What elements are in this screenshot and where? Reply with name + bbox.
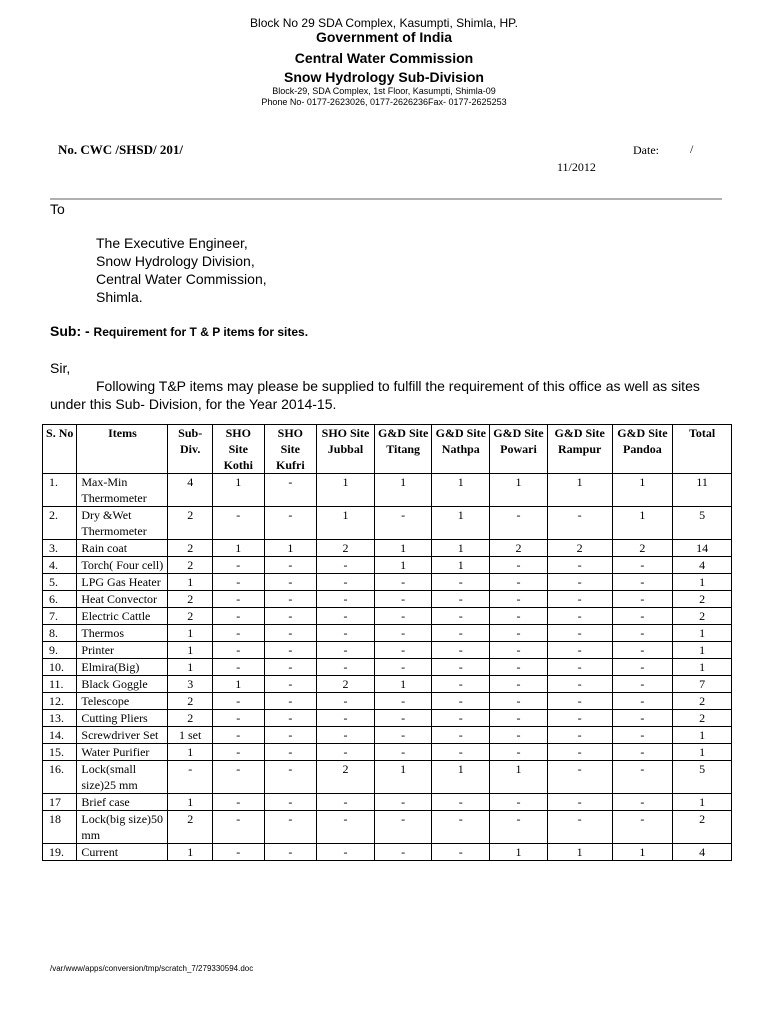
table-row [43,811,732,844]
cell-sno: 5. [43,574,77,591]
header-gd-rampur: G&D Site Rampur [547,425,612,474]
table-cell: 1 [317,474,375,507]
table-cell: 1 [168,642,213,659]
cell-item: Black Goggle [77,676,168,693]
table-cell: 1 [168,744,213,761]
cell-item: Brief case [77,794,168,811]
table-cell: 1 [168,574,213,591]
table-cell: 1 [432,540,490,557]
table-cell: - [612,811,673,844]
cell-item: Water Purifier [77,744,168,761]
cell-item: Elmira(Big) [77,659,168,676]
table-cell: 3 [168,676,213,693]
table-cell: - [547,557,612,574]
table-cell: - [490,744,548,761]
table-cell: - [317,844,375,861]
table-cell: - [490,608,548,625]
table-cell: - [612,744,673,761]
table-cell: - [547,727,612,744]
table-row [43,608,732,625]
table-cell: - [432,727,490,744]
table-cell: - [547,507,612,540]
table-cell: - [264,727,317,744]
table-cell: 1 [490,761,548,794]
table-cell: 1 [673,574,732,591]
table-cell: 1 [612,507,673,540]
table-cell: 2 [168,507,213,540]
header-gd-nathpa: G&D Site Nathpa [432,425,490,474]
table-cell: - [547,608,612,625]
table-cell: 1 [490,844,548,861]
table-cell: 4 [673,557,732,574]
letterhead-org-subdivision: Snow Hydrology Sub-Division [284,69,484,85]
table-cell: 1 [673,744,732,761]
table-cell: - [432,659,490,676]
header-total: Total [673,425,732,474]
table-cell: 2 [168,811,213,844]
table-cell: - [547,693,612,710]
cell-item: Cutting Pliers [77,710,168,727]
table-row [43,625,732,642]
table-cell: 7 [673,676,732,693]
table-cell: - [612,727,673,744]
cell-item: Thermos [77,625,168,642]
table-cell: - [432,693,490,710]
table-cell: - [264,794,317,811]
table-cell: - [374,591,432,608]
table-cell: - [432,591,490,608]
table-cell: - [612,625,673,642]
cell-item: Max-Min Thermometer [77,474,168,507]
table-cell: 4 [168,474,213,507]
table-cell: - [264,608,317,625]
table-cell: 1 [432,507,490,540]
table-cell: 1 [432,474,490,507]
table-cell: - [212,642,264,659]
table-cell: 2 [673,811,732,844]
table-cell: 2 [673,608,732,625]
salutation: Sir, [50,360,71,376]
table-cell: - [264,507,317,540]
table-cell: - [264,761,317,794]
table-cell: 2 [168,540,213,557]
table-cell: - [317,659,375,676]
table-cell: 1 [547,474,612,507]
cell-sno: 19. [43,844,77,861]
table-cell: - [432,811,490,844]
cell-sno: 1. [43,474,77,507]
table-cell: - [490,507,548,540]
table-cell: 11 [673,474,732,507]
table-cell: 2 [612,540,673,557]
table-cell: - [317,608,375,625]
table-cell: - [432,642,490,659]
to-label: To [50,201,65,217]
table-cell: - [212,625,264,642]
cell-sno: 4. [43,557,77,574]
table-cell: - [612,761,673,794]
table-cell: - [264,811,317,844]
table-cell: 2 [673,591,732,608]
table-cell: - [432,710,490,727]
table-cell: - [612,557,673,574]
table-cell: - [374,844,432,861]
letterhead-address: Block No 29 SDA Complex, Kasumpti, Shimla, HP. [250,16,518,30]
table-cell: 1 [374,676,432,693]
table-cell: - [264,625,317,642]
table-cell: 4 [673,844,732,861]
table-cell: - [212,744,264,761]
table-row [43,540,732,557]
recipient-line-2: Snow Hydrology Division, [96,253,255,269]
table-cell: - [432,794,490,811]
table-cell: 2 [168,693,213,710]
table-cell: - [212,659,264,676]
letterhead-org-government: Government of India [315,29,453,45]
table-cell: - [490,625,548,642]
table-cell: - [490,591,548,608]
table-cell: - [432,744,490,761]
table-row [43,591,732,608]
table-body [43,474,732,861]
table-cell: 1 [212,676,264,693]
table-cell: - [612,676,673,693]
table-cell: - [490,794,548,811]
table-cell: - [547,811,612,844]
table-cell: 1 [374,540,432,557]
table-cell: - [374,642,432,659]
table-cell: - [547,676,612,693]
table-cell: - [432,625,490,642]
date-month: 11/2012 [557,160,596,174]
table-header-row [43,425,732,474]
table-cell: - [547,710,612,727]
table-cell: - [264,659,317,676]
table-cell: - [374,507,432,540]
table-cell: - [490,676,548,693]
date-slash: / [690,142,694,156]
table-row [43,844,732,861]
table-cell: 1 [673,625,732,642]
recipient-line-1: The Executive Engineer, [96,235,248,251]
table-cell: - [612,574,673,591]
table-cell: - [547,591,612,608]
table-cell: 1 set [168,727,213,744]
table-cell: - [264,591,317,608]
body-paragraph [50,377,725,413]
table-row [43,507,732,540]
table-cell: 1 [212,540,264,557]
table-cell: - [264,676,317,693]
letterhead-address-detail: Block-29, SDA Complex, 1st Floor, Kasumpti, Shimla-09 [272,86,496,96]
table-cell: - [374,710,432,727]
table-row [43,659,732,676]
table-cell: - [490,659,548,676]
table-row [43,794,732,811]
table-row [43,710,732,727]
table-cell: - [374,625,432,642]
table-cell: - [212,761,264,794]
table-cell: - [317,574,375,591]
table-cell: - [212,794,264,811]
cell-sno: 9. [43,642,77,659]
table-cell: 1 [612,844,673,861]
table-cell: - [374,574,432,591]
cell-sno: 8. [43,625,77,642]
cell-item: Lock(big size)50 mm [77,811,168,844]
table-cell: - [317,811,375,844]
header-sho-jubbal: SHO Site Jubbal [317,425,375,474]
table-cell: 2 [317,761,375,794]
table-cell: - [432,844,490,861]
letterhead-phone: Phone No- 0177-2623026, 0177-2626236Fax- 0177-2625253 [261,97,507,107]
table-cell: - [490,574,548,591]
table-cell: 1 [612,474,673,507]
table-cell: 2 [168,557,213,574]
table-cell: - [612,591,673,608]
table-cell: - [612,693,673,710]
table-cell: - [212,591,264,608]
cell-sno: 11. [43,676,77,693]
table-cell: 1 [432,557,490,574]
table-cell: - [264,710,317,727]
table-cell: 14 [673,540,732,557]
table-cell: - [264,642,317,659]
header-gd-pandoa: G&D Site Pandoa [612,425,673,474]
body-paragraph-text: Following T&P items may please be supplied to fulfill the requirement of this office as well as sites under this Sub- Division, for the Year 2014-15. [50,378,700,412]
table-cell: - [490,693,548,710]
cell-item: Torch( Four cell) [77,557,168,574]
table-row [43,693,732,710]
table-cell: - [374,794,432,811]
cell-sno: 17 [43,794,77,811]
table-cell: - [317,625,375,642]
header-gd-titang: G&D Site Titang [374,425,432,474]
header-subdiv: Sub-Div. [168,425,213,474]
table-cell: 2 [168,591,213,608]
table-cell: 2 [673,710,732,727]
table-cell: 5 [673,507,732,540]
table-cell: - [547,642,612,659]
table-cell: - [547,574,612,591]
table-row [43,642,732,659]
table-cell: - [317,794,375,811]
table-cell: - [317,642,375,659]
cell-item: Electric Cattle [77,608,168,625]
file-path-footer: /var/www/apps/conversion/tmp/scratch_7/279330594.doc [50,964,254,973]
table-cell: 1 [317,507,375,540]
table-row [43,744,732,761]
cell-item: Telescope [77,693,168,710]
table-cell: - [212,811,264,844]
table-cell: 2 [168,608,213,625]
subject-label: Sub: - [50,323,90,339]
table-cell: - [490,557,548,574]
table-cell: 1 [168,659,213,676]
table-row [43,474,732,507]
table-row [43,574,732,591]
cell-item: Heat Convector [77,591,168,608]
table-cell: - [264,557,317,574]
table-cell: - [490,727,548,744]
table-cell: - [612,608,673,625]
date-label: Date: [633,143,659,157]
table-cell: - [264,844,317,861]
table-cell: 1 [673,727,732,744]
header-divider [50,198,722,200]
table-cell: 1 [374,474,432,507]
table-cell: - [374,693,432,710]
table-cell: 1 [432,761,490,794]
table-cell: - [547,744,612,761]
table-row [43,727,732,744]
cell-item: Printer [77,642,168,659]
table-cell: 1 [673,794,732,811]
cell-sno: 7. [43,608,77,625]
table-cell: 2 [317,676,375,693]
table-cell: 2 [673,693,732,710]
header-items: Items [77,425,168,474]
cell-sno: 18 [43,811,77,844]
cell-item: Lock(small size)25 mm [77,761,168,794]
cell-sno: 2. [43,507,77,540]
table-cell: - [547,659,612,676]
table-cell: - [212,727,264,744]
reference-number: No. CWC /SHSD/ 201/ [58,142,183,157]
table-cell: - [317,591,375,608]
table-cell: - [212,574,264,591]
cell-sno: 15. [43,744,77,761]
recipient-line-4: Shimla. [96,289,143,305]
table-cell: - [168,761,213,794]
table-cell: - [317,693,375,710]
subject-text: Requirement for T & P items for sites. [93,325,309,339]
header-sho-kothi: SHO Site Kothi [212,425,264,474]
table-cell: 2 [547,540,612,557]
header-sho-kufri: SHO Site Kufri [264,425,317,474]
table-cell: - [374,744,432,761]
table-cell: - [374,659,432,676]
table-cell: - [374,608,432,625]
table-row [43,676,732,693]
table-cell: - [547,761,612,794]
cell-item: Current [77,844,168,861]
table-cell: - [612,794,673,811]
table-cell: 1 [168,794,213,811]
table-cell: 2 [490,540,548,557]
table-cell: 1 [490,474,548,507]
table-cell: - [547,625,612,642]
table-cell: - [374,811,432,844]
cell-sno: 6. [43,591,77,608]
table-cell: 1 [264,540,317,557]
cell-item: Rain coat [77,540,168,557]
cell-item: Dry &Wet Thermometer [77,507,168,540]
header-gd-powari: G&D Site Powari [490,425,548,474]
table-cell: - [612,642,673,659]
table-cell: - [212,608,264,625]
table-cell: - [374,727,432,744]
items-table [42,424,732,861]
table-cell: - [432,608,490,625]
table-cell: - [317,557,375,574]
table-cell: 1 [168,625,213,642]
table-cell: 1 [374,557,432,574]
cell-item: LPG Gas Heater [77,574,168,591]
table-cell: - [317,710,375,727]
table-cell: - [264,474,317,507]
cell-sno: 16. [43,761,77,794]
table-cell: 1 [547,844,612,861]
table-cell: - [212,710,264,727]
cell-sno: 12. [43,693,77,710]
table-cell: - [212,844,264,861]
table-cell: 2 [168,710,213,727]
header-sno: S. No [43,425,77,474]
table-cell: 1 [374,761,432,794]
table-cell: - [432,574,490,591]
table-cell: - [490,710,548,727]
table-cell: 1 [168,844,213,861]
table-cell: - [490,642,548,659]
table-cell: - [490,811,548,844]
cell-sno: 3. [43,540,77,557]
table-cell: - [212,507,264,540]
table-cell: - [612,710,673,727]
cell-sno: 13. [43,710,77,727]
letterhead-org-commission: Central Water Commission [294,50,474,66]
table-cell: 1 [673,642,732,659]
table-cell: - [212,557,264,574]
cell-item: Screwdriver Set [77,727,168,744]
recipient-line-3: Central Water Commission, [96,271,267,287]
table-cell: - [547,794,612,811]
table-cell: - [264,744,317,761]
table-cell: - [212,693,264,710]
subject-line [50,323,308,339]
table-cell: - [317,744,375,761]
table-cell: 1 [212,474,264,507]
table-cell: - [264,574,317,591]
table-cell: - [317,727,375,744]
table-row [43,761,732,794]
table-cell: 1 [673,659,732,676]
table-cell: - [264,693,317,710]
table-cell: - [612,659,673,676]
table-cell: 5 [673,761,732,794]
table-cell: 2 [317,540,375,557]
table-cell: - [432,676,490,693]
table-row [43,557,732,574]
cell-sno: 10. [43,659,77,676]
cell-sno: 14. [43,727,77,744]
